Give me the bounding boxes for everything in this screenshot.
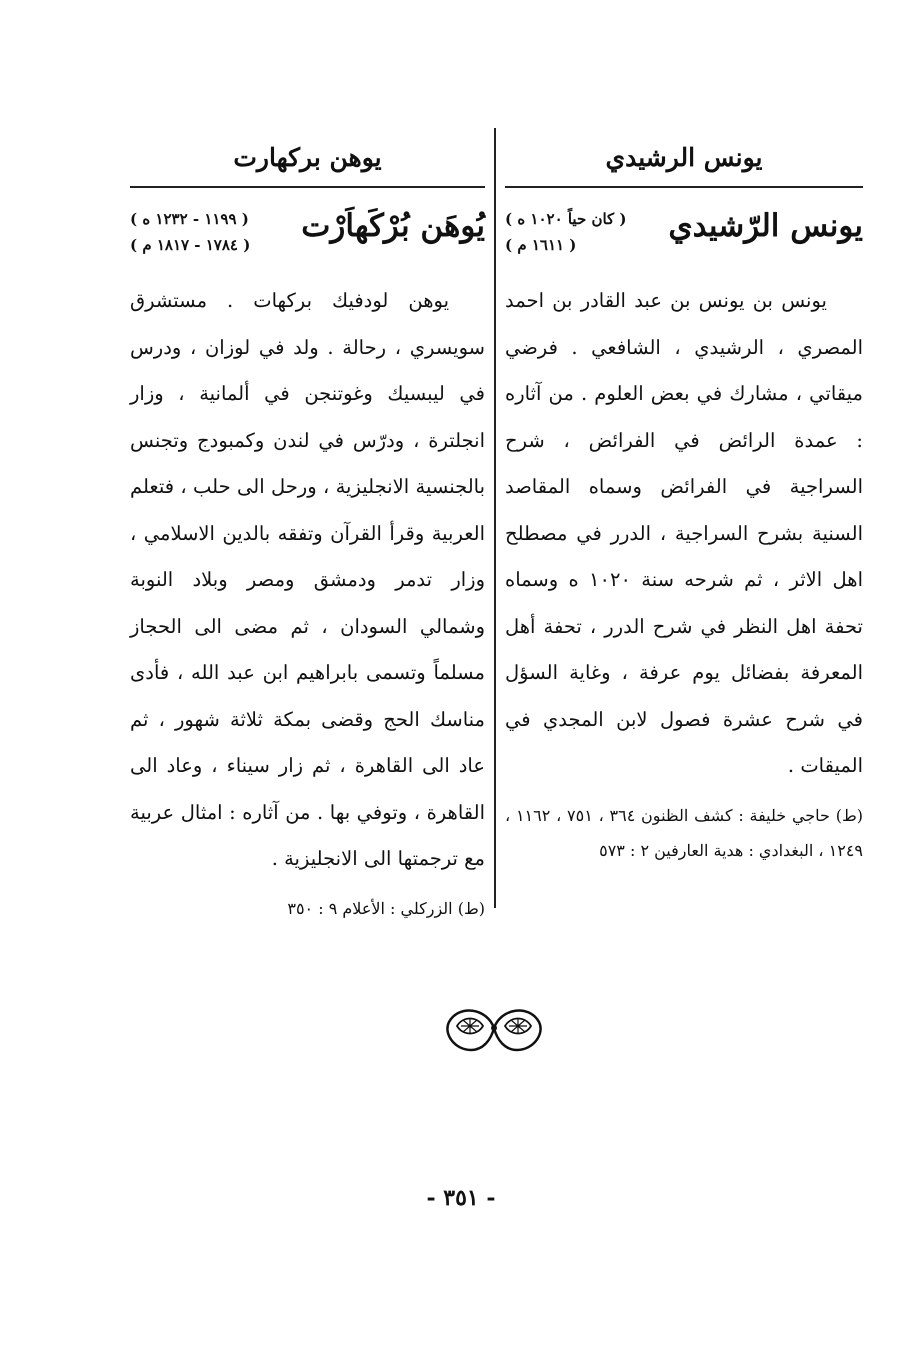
floral-ornament-icon [441, 1000, 547, 1056]
entry-name-right: يونس الرّشيدي [668, 208, 863, 244]
header-rule-left [130, 186, 485, 188]
running-head-right: يونس الرشيدي [605, 143, 763, 172]
entry-sources-left: (ط) الزركلي : الأعلام ٩ : ٣٥٠ [287, 898, 485, 918]
entry-body-right [505, 278, 863, 790]
entry-heading-left [130, 206, 485, 266]
entry-dates-left [130, 206, 250, 258]
entry-dates-right [505, 206, 627, 258]
entry-body-left [130, 278, 485, 883]
running-head-left: يوهن بركهارت [233, 143, 382, 172]
entry-body-text-left: يوهن لودفيك بركهات . مستشرق سويسري ، رحالة . ولد في لوزان ، ودرس في ليبسيك وغوتنجن في ألمانية ، وزار انجلترة ، ودرّس في لندن وكمبودج وتجنس بالجنسية الانجليزية ، ورحل الى حلب ، فتعلم العربية وقرأ القرآن وتفقه بالدين الاسلامي ، وزار تدمر ودمشق ومصر وبلاد النوبة وشمالي السودان ، ثم مضى الى الحجاز مسلماً وتسمى بابراهيم ابن عبد الله ، فأدى مناسك الحج وقضى بمكة ثلاثة شهور ، ثم عاد الى القاهرة ، ثم زار سيناء ، وعاد الى القاهرة ، وتوفي بها . من آثاره : امثال عربية مع ترجمتها الى الانجليزية . [130, 289, 485, 870]
page-number: - ٣٥١ - [426, 1185, 496, 1211]
entry-sources-right: (ط) حاجي خليفة : كشف الظنون ٣٦٤ ، ٧٥١ ، ١١٦٢ ، ١٢٤٩ ، البغدادي : هدية العارفين ٢ : ٥٧٣ [505, 805, 863, 860]
dates-hijri-left: ( ١١٩٩ - ١٢٣٢ ه ) [130, 210, 249, 228]
entry-body-text-right: يونس بن يونس بن عبد القادر بن احمد المصري ، الرشيدي ، الشافعي . فرضي ميقاتي ، مشارك في بعض العلوم . من آثاره : عمدة الرائض في الفرائض ، شرح السراجية في الفرائض وسماه المقاصد السنية بشرح السراجية ، الدرر في مصطلح اهل الاثر ، ثم شرحه سنة ١٠٢٠ ه وسماه تحفة اهل النظر في شرح الدرر ، تحفة أهل المعرفة بفضائل يوم عرفة ، وغاية السؤل في شرح عشرة فصول لابن المجدي في الميقات . [505, 289, 863, 777]
entry-heading-right [505, 206, 863, 266]
header-rule-right [505, 186, 863, 188]
entry-column-left [130, 128, 485, 926]
entry-column-right [505, 128, 863, 868]
column-divider [494, 128, 496, 908]
entry-name-left: يُوهَن بُرْكَهاَرْت [301, 208, 485, 244]
dates-gregorian-right: ( ١٦١١ م ) [505, 236, 577, 254]
dates-hijri-right: ( كان حياً ١٠٢٠ ه ) [505, 210, 627, 228]
dates-gregorian-left: ( ١٧٨٤ - ١٨١٧ م ) [130, 236, 251, 254]
